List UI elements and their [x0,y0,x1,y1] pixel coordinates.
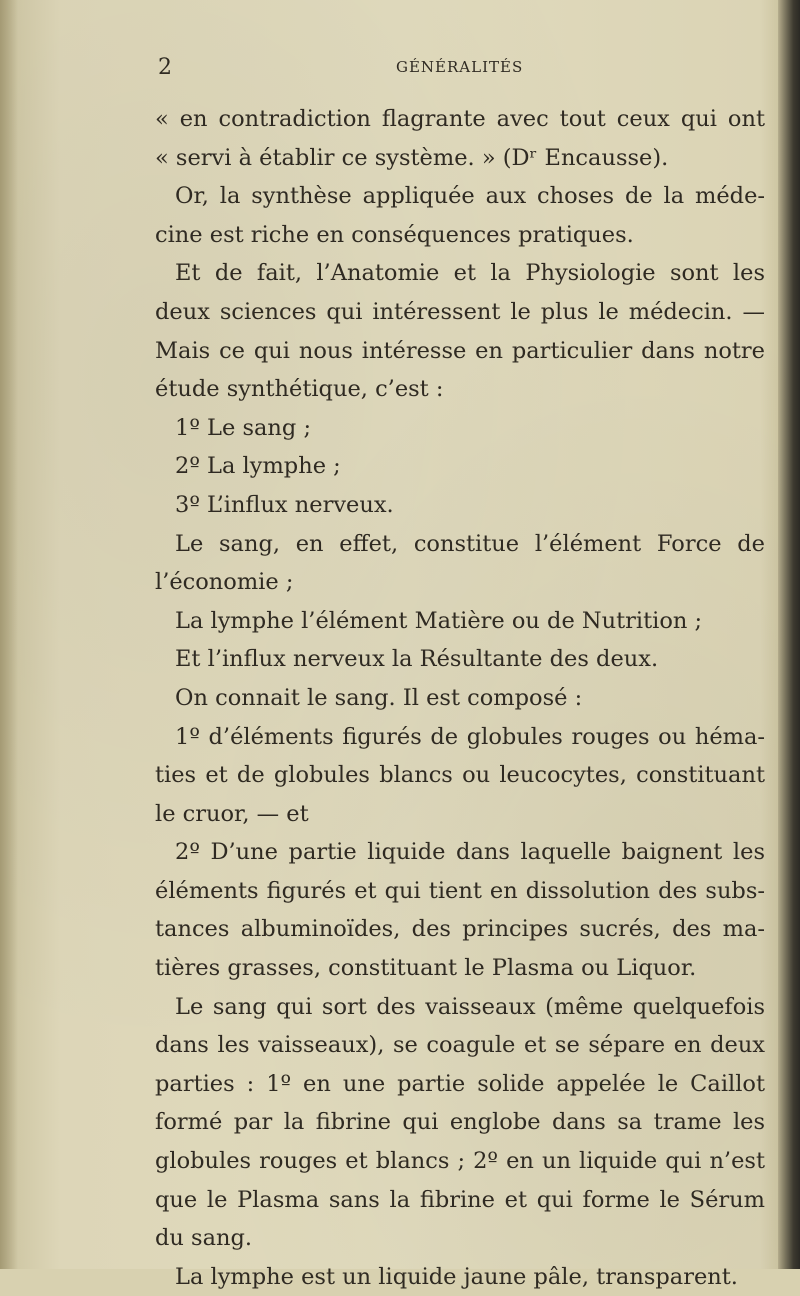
text-line: éléments figurés et qui tient en dissolution des subs- [155,877,765,904]
text-line: 1º Le sang ; [175,414,312,441]
book-gutter-edge [778,0,800,1269]
text-line: l’économie ; [155,569,294,596]
text-line: 1º d’éléments figurés de globules rouges ou héma- [175,723,765,750]
text-line: Et l’influx nerveux la Résultante des deux. [175,646,659,673]
text-line: le cruor, — et [155,800,309,827]
text-line: étude synthétique, c’est : [155,376,444,403]
page-number: 2 [158,55,172,80]
text-line: parties : 1º en une partie solide appelée le Caillot [155,1070,765,1097]
text-line: deux sciences qui intéressent le plus le médecin. — [155,298,765,325]
page-header [0,55,800,85]
page-edge-stain [0,0,18,1269]
text-line: « en contradiction flagrante avec tout ceux qui ont [155,106,765,132]
text-line: 2º La lymphe ; [175,453,341,480]
text-line: que le Plasma sans la fibrine et qui forme le Sérum [155,1186,765,1213]
text-line: Le sang qui sort des vaisseaux (même quelquefois [175,993,765,1020]
text-line: Mais ce qui nous intéresse en particulier dans notre [155,337,765,364]
text-line: La lymphe l’élément Matière ou de Nutrition ; [175,607,703,634]
text-line: du sang. [155,1225,253,1252]
body-text [155,100,765,1296]
text-line: tières grasses, constituant le Plasma ou Liquor. [155,955,697,982]
text-line: cine est riche en conséquences pratiques. [155,221,634,248]
text-line: La lymphe est un liquide jaune pâle, transparent. [175,1263,738,1290]
running-head: GÉNÉRALITÉS [396,58,524,76]
text-line: 2º D’une partie liquide dans laquelle baignent les [175,839,765,866]
text-line: globules rouges et blancs ; 2º en un liquide qui n’est [155,1148,765,1175]
text-line: formé par la fibrine qui englobe dans sa trame les [155,1109,765,1136]
text-line: dans les vaisseaux), se coagule et se sépare en deux [155,1032,765,1059]
text-line: Or, la synthèse appliquée aux choses de la méde- [175,183,765,210]
text-line: tances albuminoïdes, des principes sucrés, des ma- [155,916,765,943]
text-line: Et de fait, l’Anatomie et la Physiologie sont les [175,260,765,287]
text-line: 3º L’influx nerveux. [175,491,394,518]
text-line: « servi à établir ce système. » (Dʳ Encausse). [155,144,669,171]
text-line: Le sang, en effet, constitue l’élément Force de [175,530,765,557]
text-line: On connait le sang. Il est composé : [175,684,583,711]
text-line: ties et de globules blancs ou leucocytes, constituant [155,762,765,789]
